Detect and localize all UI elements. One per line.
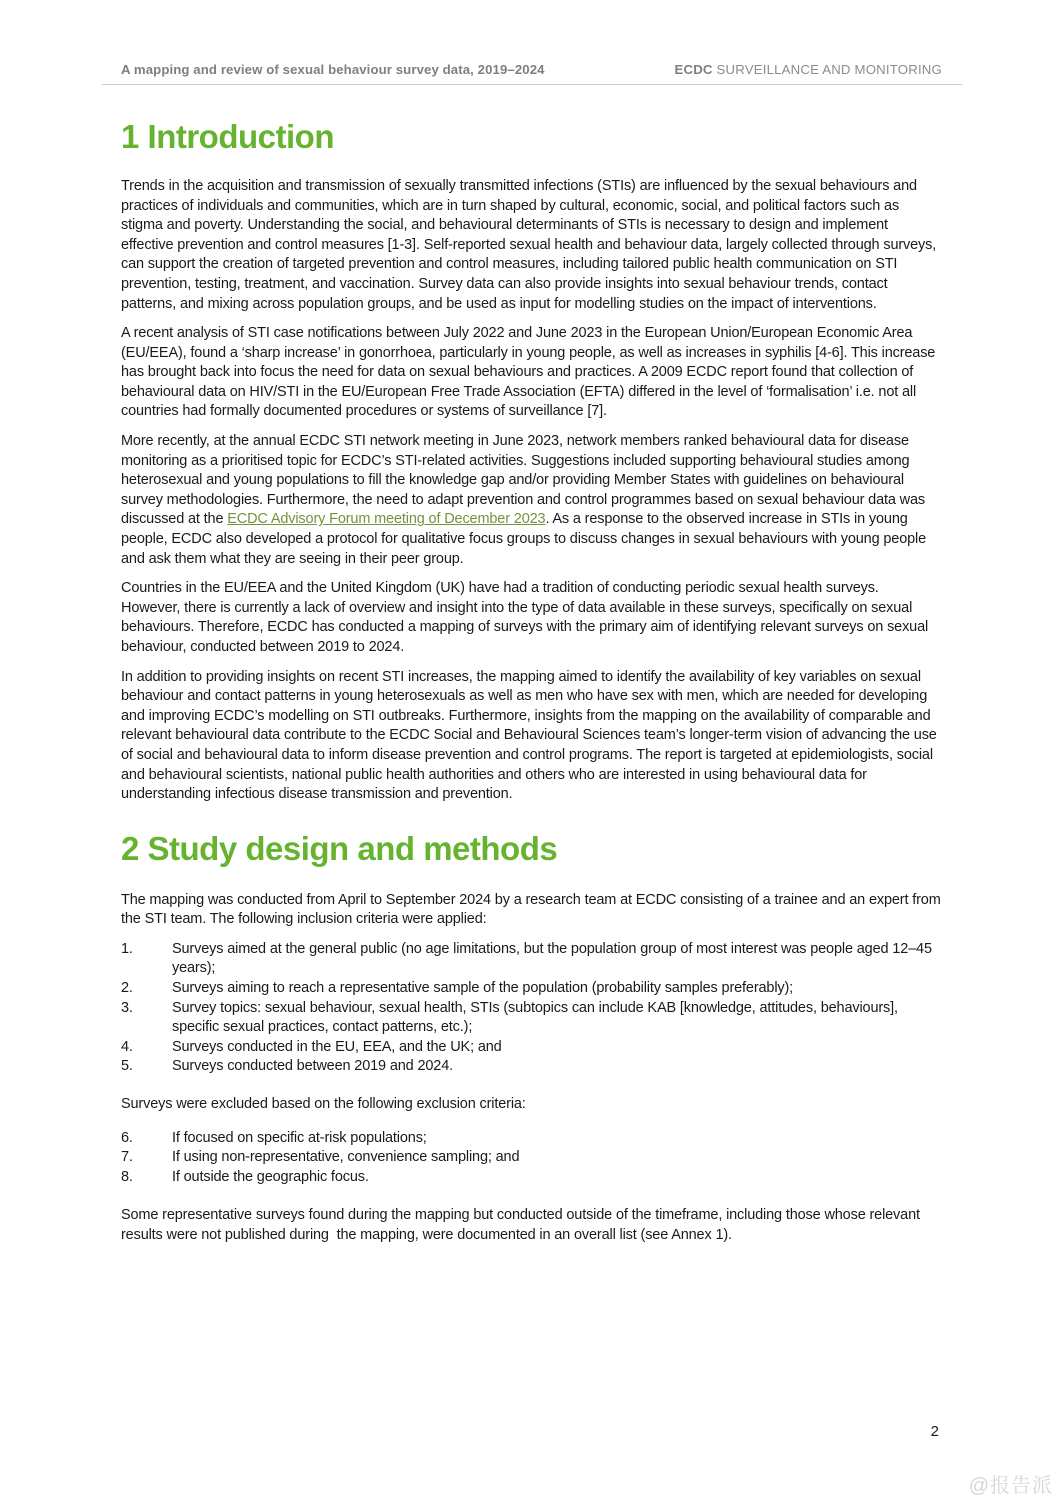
list-item-text: If using non-representative, convenience sampling; and bbox=[172, 1149, 520, 1166]
section-1-heading: 1 Introduction bbox=[121, 118, 334, 155]
list-item-text: Surveys aimed at the general public (no age limitations, but the population group of most interest was people aged 12–45 years); bbox=[172, 940, 936, 977]
intro-paragraph-3 bbox=[121, 432, 941, 569]
list-item-text: Surveys conducted in the EU, EEA, and the UK; and bbox=[172, 1038, 502, 1055]
page-number: 2 bbox=[930, 1423, 939, 1440]
intro-paragraph-3-text-after: . As a response to the observed increase in STIs in young people, ECDC also developed a protocol for qualitative focus groups to discuss changes in sexual behaviours with young people and ask them what they are seeing in their peer group. bbox=[121, 511, 930, 567]
header-brand bbox=[674, 62, 962, 77]
header-brand-ecdc: ECDC bbox=[674, 62, 713, 77]
list-item bbox=[121, 999, 941, 1038]
section-2-heading: 2 Study design and methods bbox=[121, 829, 558, 867]
list-item-text: Surveys conducted between 2019 and 2024. bbox=[172, 1058, 453, 1075]
inclusion-criteria-list bbox=[121, 940, 941, 1077]
intro-paragraph-1: Trends in the acquisition and transmission of sexually transmitted infections (STIs) are influenced by the sexual behaviours and practices of individuals and communities, which are in turn shaped by cultural, economic, social, and political factors such as stigma and poverty. Understanding the social, and behavioural determinants of STIs is necessary to design and implement effective prevention and control measures [1-3]. Self-reported sexual health and behaviour data, largely collected through surveys, can support the creation of targeted prevention and control measures, including tailored public health communication on STI prevention, testing, treatment, and vaccination. Survey data can also provide insights into sexual behaviour trends, contact patterns, and mixing across population groups, and be used as input for modelling studies on the impact of interventions. bbox=[121, 177, 941, 312]
page-content bbox=[121, 118, 945, 1246]
list-item-text: Survey topics: sexual behaviour, sexual health, STIs (subtopics can include KAB [knowledge, attitudes, behaviours], specific sexual practices, contact patterns, etc.); bbox=[172, 999, 902, 1036]
intro-paragraph-4: Countries in the EU/EEA and the United Kingdom (UK) have had a tradition of conducting periodic sexual health surveys. However, there is currently a lack of overview and insight into the type of data available in these surveys, specifically on sexual behaviours. Therefore, ECDC has conducted a mapping of surveys with the primary aim of identifying relevant surveys on sexual behaviour, conducted between 2019 to 2024. bbox=[121, 580, 932, 655]
advisory-forum-link[interactable]: ECDC Advisory Forum meeting of December 2023 bbox=[227, 511, 546, 528]
list-item bbox=[121, 1057, 941, 1077]
intro-paragraph-5: In addition to providing insights on recent STI increases, the mapping aimed to identify the availability of key variables on sexual behaviour and contact patterns in young heterosexuals as well as men who have sex with men, which are needed for developing and improving ECDC’s modelling on STI outbreaks. Furthermore, insights from the mapping on the availability of comparable and relevant behavioural data contribute to the ECDC Social and Behavioural Sciences team’s longer-term vision of advancing the use of social and behavioural data to inform disease prevention and control programs. The report is targeted at epidemiologists, social and behavioural scientists, national public health authorities and others who are interested in using behavioural data for understanding infectious disease transmission and prevention. bbox=[121, 668, 941, 803]
list-item bbox=[121, 1168, 941, 1188]
list-item-number: 3. bbox=[121, 999, 133, 1016]
list-item-number: 8. bbox=[121, 1168, 133, 1185]
list-item bbox=[121, 940, 941, 979]
header-brand-series: SURVEILLANCE AND MONITORING bbox=[712, 62, 942, 77]
exclusion-intro-paragraph: Surveys were excluded based on the following exclusion criteria: bbox=[121, 1096, 526, 1113]
exclusion-criteria-list bbox=[121, 1129, 941, 1188]
intro-paragraph-3-text-before: More recently, at the annual ECDC STI network meeting in June 2023, network members ranked behavioural data for disease monitoring as a prioritised topic for ECDC’s STI-related activities. Suggestions included supporting behavioural studies among heterosexual and young populations to fill the knowledge gap and/or providing Member States with guidelines on behavioural survey methodologies. Furthermore, the need to adapt prevention and control programmes based on sexual behaviour data was discussed at the bbox=[121, 433, 929, 528]
list-item-number: 5. bbox=[121, 1058, 133, 1075]
watermark: @报告派 bbox=[968, 1475, 1053, 1497]
list-item-number: 6. bbox=[121, 1129, 133, 1146]
methods-intro-paragraph: The mapping was conducted from April to September 2024 by a research team at ECDC consisting of a trainee and an expert from the STI team. The following inclusion criteria were applied: bbox=[121, 891, 945, 928]
list-item-number: 7. bbox=[121, 1149, 133, 1166]
list-item bbox=[121, 1038, 941, 1058]
page-header bbox=[102, 0, 962, 85]
list-item-number: 2. bbox=[121, 980, 133, 997]
methods-closing-paragraph: Some representative surveys found during the mapping but conducted outside of the timeframe, including those whose relevant results were not published during the mapping, were documented in an overall list (see Annex 1). bbox=[121, 1207, 924, 1243]
list-item bbox=[121, 979, 941, 999]
intro-paragraph-2: A recent analysis of STI case notifications between July 2022 and June 2023 in the European Union/European Economic Area (EU/EEA), found a ‘sharp increase’ in gonorrhoea, particularly in young people, as well as increases in syphilis [4-6]. This increase has brought back into focus the need for data on sexual behaviours and practices. A 2009 ECDC report found that collection of behavioural data on HIV/STI in the EU/European Free Trade Association (EFTA) differed in the level of ‘formalisation’ i.e. not all countries had formally documented procedures or systems of surveillance [7]. bbox=[121, 325, 940, 420]
list-item bbox=[121, 1129, 941, 1149]
list-item-text: Surveys aiming to reach a representative sample of the population (probability samples preferably); bbox=[172, 980, 794, 997]
list-item-number: 1. bbox=[121, 940, 133, 957]
header-running-title: A mapping and review of sexual behaviour survey data, 2019–2024 bbox=[121, 62, 545, 77]
list-item-text: If focused on specific at-risk populations; bbox=[172, 1129, 427, 1146]
list-item-text: If outside the geographic focus. bbox=[172, 1168, 369, 1185]
list-item bbox=[121, 1148, 941, 1168]
list-item-number: 4. bbox=[121, 1038, 133, 1055]
